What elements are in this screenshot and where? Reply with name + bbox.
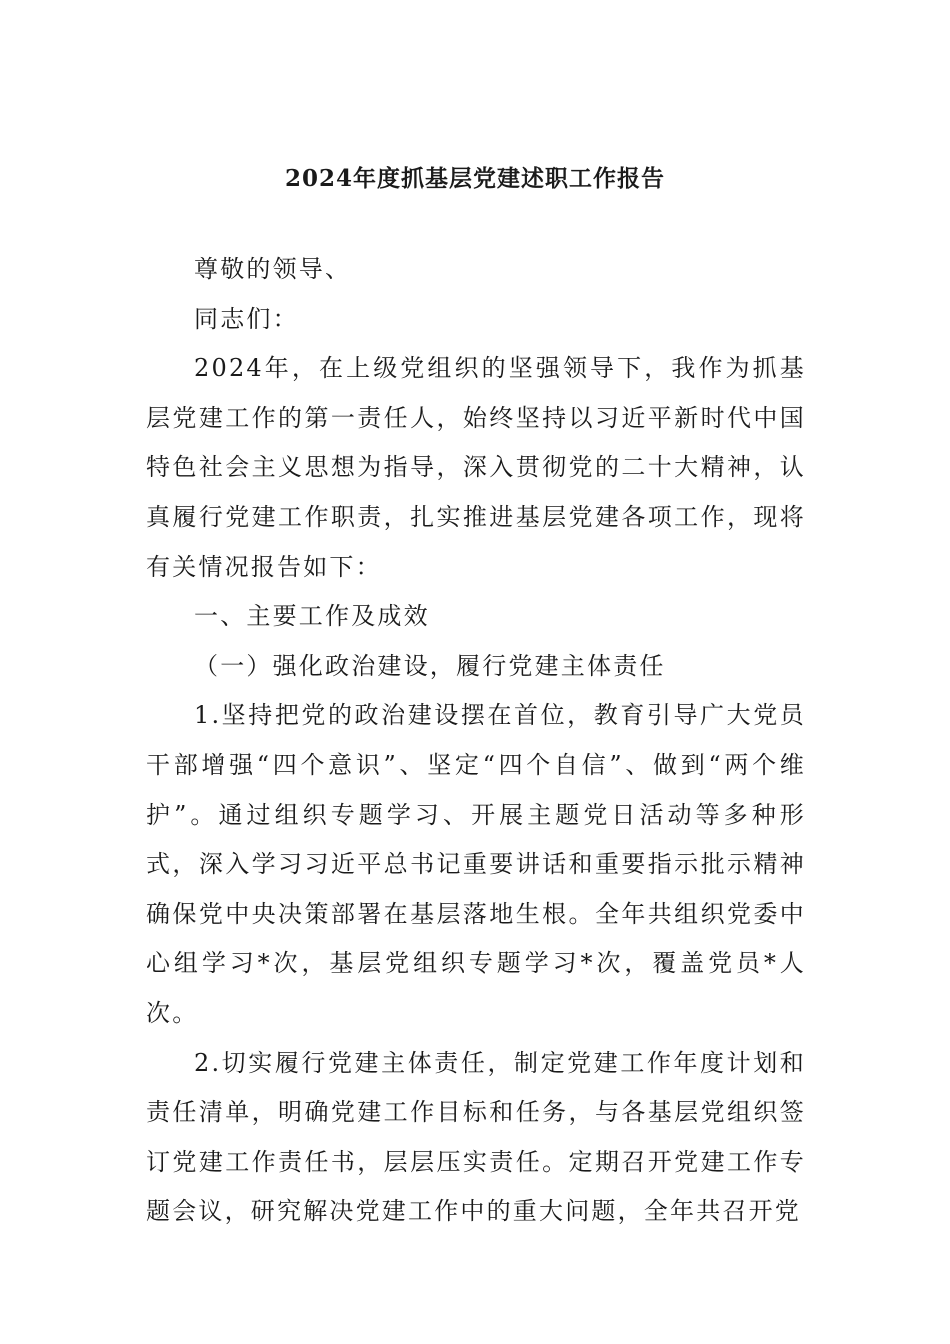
section-heading: 一、主要工作及成效 (194, 602, 430, 631)
body-paragraph-2: 2.切实履行党建主体责任，制定党建工作年度计划和责任清单，明确党建工作目标和任务，与各基层党组织签订党建工作责任书，层层压实责任。定期召开党建工作专题会议，研究解决党建工作中的重大问题，全年共召开党 (146, 1048, 806, 1226)
salutation-line-2: 同志们： (194, 304, 299, 333)
document-title: 2024年度抓基层党建述职工作报告 (284, 165, 665, 192)
body-paragraph-1: 1.坚持把党的政治建设摆在首位，教育引导广大党员干部增强“四个意识”、坚定“四个自信”、做到“两个维护”。通过组织专题学习、开展主题党日活动等多种形式，深入学习习近平总书记重要讲话和重要指示批示精神确保党中央决策部署在基层落地生根。全年共组织党委中心组学习*次，基层党组织专题学习*次，覆盖党员*人次。 (146, 701, 806, 1027)
document-body (146, 245, 806, 1237)
subsection-heading: （一）强化政治建设，履行党建主体责任 (194, 651, 666, 680)
salutation-line-1: 尊敬的领导、 (194, 255, 352, 283)
intro-paragraph: 2024年，在上级党组织的坚强领导下，我作为抓基层党建工作的第一责任人，始终坚持以习近平新时代中国特色社会主义思想为指导，深入贯彻党的二十大精神，认真履行党建工作职责，扎实推进基层党建各项工作，现将有关情况报告如下： (146, 354, 806, 581)
